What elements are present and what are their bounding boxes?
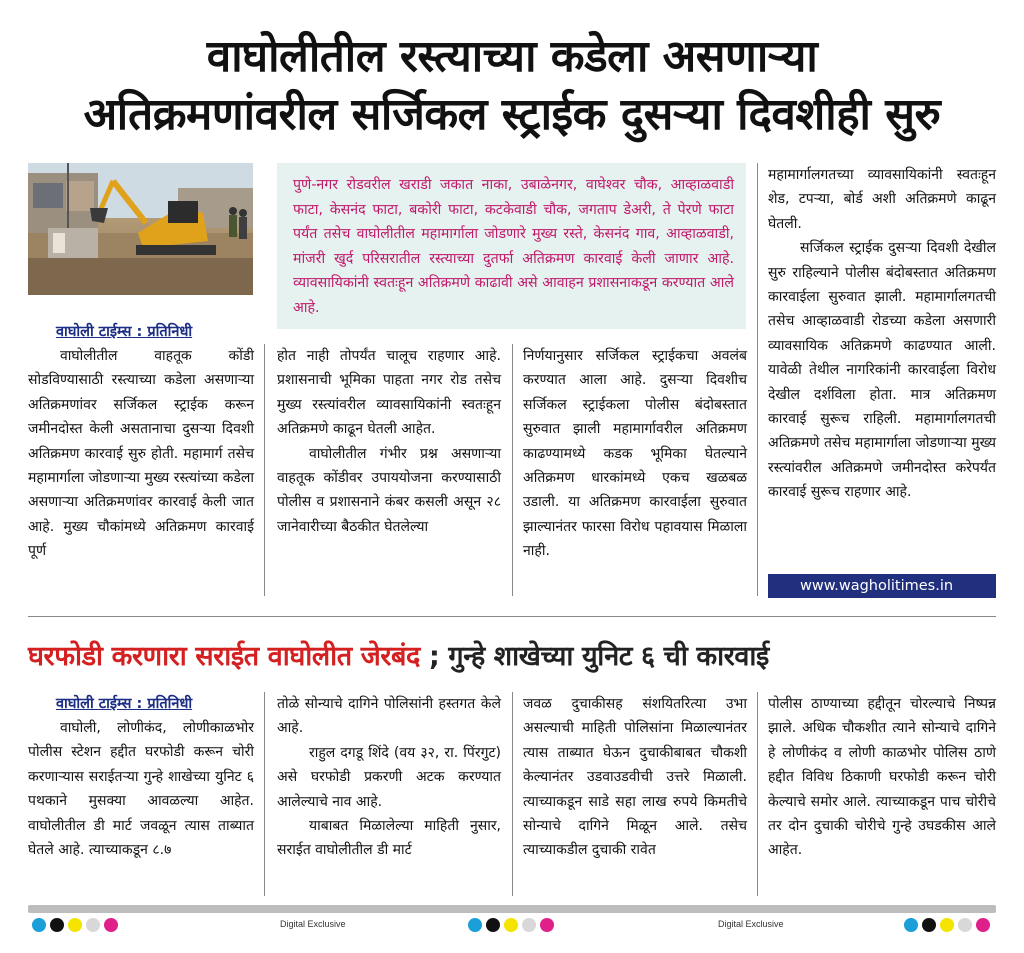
story1-col3-text: निर्णयानुसार सर्जिकल स्ट्राईकचा अवलंब करण्यात आला आहे. दुसऱ्या दिवशीच सर्जिकल स्ट्राईकला पोलीस बंदोबस्तात सुरुवात झाली महामार्गावरील अतिक्रमण काढण्यामध्ये कडक भूमिका घेतल्याने अतिक्रमण धारकांमध्ये एकच खळबळ उडाली. या अतिक्रमण कारवाईला सुरुवात झाल्यानंतर फारसा विरोध पहावयास मिळाला नाही. xyxy=(523,348,747,560)
column-divider xyxy=(264,692,265,896)
story1-col4-para2: सर्जिकल स्ट्राईक दुसऱ्या दिवशी देखील सुरु राहिल्याने पोलीस बंदोबस्तात अतिक्रमण कारवाईला सुरुवात झाली. महामार्गालगतची तसेच आव्हाळवाडी रोडच्या कडेला असणारी व्यावसायिक अतिक्रमणे काढण्यात आली. यावेळी तेथील नागरिकांनी कारवाईला विरोध देखील दर्शविला होता. मात्र अतिक्रमण कारवाई सुरूच राहिली. महामार्गालगतची अतिक्रमणे तसेच महामार्गाला जोडणाऱ्या मुख्य रस्त्यांवरील अतिक्रमणे जमीनदोस्त करेपर्यंत कारवाई सुरूच राहणार आहे. xyxy=(768,240,996,501)
story2-column-4 xyxy=(768,692,996,863)
magenta-dot-icon xyxy=(976,918,990,932)
bulldozer-demolition-photo xyxy=(28,163,253,295)
highlight-callout xyxy=(277,163,746,329)
story2-column-1 xyxy=(28,692,254,862)
cyan-dot-icon xyxy=(468,918,482,932)
story1-col1-text: वाघोलीतील वाहतूक कोंडी सोडविण्यासाठी रस्त्याच्या कडेला असणाऱ्या अतिक्रमणांवर सर्जिकल स्ट्राईक करून जमीनदोस्त केली असतानाचा दुसऱ्या दिवशी अतिक्रमण कारवाई सुरु होती. महामार्ग तसेच महामार्गाला जोडणाऱ्या मुख्य रस्त्यांच्या कडेला असणाऱ्या अतिक्रमणांवर कारवाई केली जात आहे. मुख्य चौकांमध्ये अतिक्रमण कारवाई पूर्ण xyxy=(28,348,254,560)
column-divider xyxy=(757,163,758,596)
black-dot-icon xyxy=(50,918,64,932)
yellow-dot-icon xyxy=(504,918,518,932)
photo-illustration-icon xyxy=(28,163,253,295)
story2-col1-text: वाघोली, लोणीकंद, लोणीकाळभोर पोलीस स्टेशन हद्दीत घरफोडी करून चोरी करणाऱ्यास सराईतऱ्या गुन्हे शाखेच्या युनिट ६ पथकाने मुसक्या आवळल्या आहेत. वाघोलीतील डी मार्ट जवळून त्यास ताब्यात घेतले आहे. त्याच्याकडून ८.७ xyxy=(28,720,254,859)
story2-col2-para1: तोळे सोन्याचे दागिने पोलिसांनी हस्तगत केले आहे. xyxy=(277,696,501,737)
black-dot-icon xyxy=(486,918,500,932)
story1-byline: वाघोली टाईम्स : प्रतिनिधी xyxy=(56,324,193,340)
story1-column-4 xyxy=(768,163,996,505)
story1-column-3 xyxy=(523,344,747,564)
story2-col4-text: पोलीस ठाण्याच्या हद्दीतून चोरल्याचे निष्पन्न झाले. अधिक चौकशीत त्याने सोन्याचे दागिने हे लोणीकंद व लोणी काळभोर पोलिस ठाणे हद्दीत विविध ठिकाणी घरफोडी करून चोरी केल्याचे समोर आले. त्याच्याकडून पाच चोरीचे तर दोन दुचाकी चोरीचे गुन्हे उघडकीस आले आहेत. xyxy=(768,696,996,859)
headline-bottom-dark: ; गुन्हे शाखेच्या युनिट ६ ची कारवाई xyxy=(420,641,769,672)
magenta-dot-icon xyxy=(540,918,554,932)
story2-col3-text: जवळ दुचाकीसह संशयितरित्या उभा असल्याची माहिती पोलिसांना मिळाल्यानंतर त्यास ताब्यात घेऊन दुचाकीबाबत चौकशी केल्यानंतर उडवाउडवीची उत्तरे मिळाली. त्याच्याकडून साडे सहा लाख रुपये किमतीचे सोन्याचे दागिने मिळून आले. तसेच त्याच्याकडील दुचाकी रावेत xyxy=(523,696,747,859)
story1-col2-para2: वाघोलीतील गंभीर प्रश्न असणाऱ्या वाहतूक कोंडीवर उपाययोजना करण्यासाठी पोलीस व प्रशासनाने कंबर कसली असून २८ जानेवारीच्या बैठकीत घेतलेल्या xyxy=(277,445,501,535)
footer-label-right: Digital Exclusive xyxy=(718,919,784,929)
magenta-dot-icon xyxy=(104,918,118,932)
column-divider xyxy=(512,344,513,596)
registration-dots-center xyxy=(468,918,554,932)
registration-dots-right xyxy=(904,918,990,932)
story1-col4-para1: महामार्गालगतच्या व्यावसायिकांनी स्वतःहून शेड, टपऱ्या, बोर्ड अशी अतिक्रमणे काढून घेतली. xyxy=(768,167,996,232)
registration-dots-left xyxy=(32,918,118,932)
grey-dot-icon xyxy=(86,918,100,932)
story2-column-2 xyxy=(277,692,501,863)
website-link[interactable]: www.wagholitimes.in xyxy=(768,574,996,598)
black-dot-icon xyxy=(922,918,936,932)
cyan-dot-icon xyxy=(32,918,46,932)
yellow-dot-icon xyxy=(940,918,954,932)
yellow-dot-icon xyxy=(68,918,82,932)
footer-label-left: Digital Exclusive xyxy=(280,919,346,929)
column-divider xyxy=(512,692,513,896)
headline-bottom-red: घरफोडी करणारा सराईत वाघोलीत जेरबंद xyxy=(28,641,420,672)
column-divider xyxy=(264,344,265,596)
section-divider xyxy=(28,616,996,617)
story2-col2-para3: याबाबत मिळालेल्या माहिती नुसार, सराईत वाघोलीतील डी मार्ट xyxy=(277,818,501,859)
story1-col2-para1: होत नाही तोपर्यंत चालूच राहणार आहे. प्रशासनाची भूमिका पाहता नगर रोड तसेच मुख्य रस्त्यांवरील व्यावसायिकांनी स्वतःहून अतिक्रमणे काढून घेतली आहेत. xyxy=(277,348,501,438)
headline-top xyxy=(10,28,1014,144)
story1-column-2 xyxy=(277,344,501,539)
grey-dot-icon xyxy=(958,918,972,932)
grey-dot-icon xyxy=(522,918,536,932)
headline-top-line1: वाघोलीतील रस्त्याच्या कडेला असणाऱ्या xyxy=(206,31,818,82)
story1-column-1 xyxy=(28,320,254,564)
headline-bottom xyxy=(28,635,1003,679)
story2-col2-para2: राहुल दगडू शिंदे (वय ३२, रा. पिंरगुट) असे घरफोडी प्रकरणी अटक करण्यात आलेल्याचे नाव आहे. xyxy=(277,744,501,810)
footer-bar xyxy=(28,905,996,913)
headline-top-line2: अतिक्रमणांवरील सर्जिकल स्ट्राईक दुसऱ्या दिवशीही सुरु xyxy=(83,89,941,140)
column-divider xyxy=(757,692,758,896)
callout-text: पुणे-नगर रोडवरील खराडी जकात नाका, उबाळेनगर, वाघेश्वर चौक, आव्हाळवाडी फाटा, केसनंद फाटा, बकोरी फाटा, कटकेवाडी चौक, जगताप डेअरी, ते पेरणे फाटा पर्यंत तसेच वाघोलीतील महामार्गाला जोडणारे मुख्य रस्ते, केसनंद गाव, आव्हाळवाडी, मांजरी खुर्द परिसरातील रस्त्याच्या दुतर्फा अतिक्रमण कारवाई केली जाणार आहे. व्यावसायिकांनी स्वतःहून अतिक्रमणे काढावी असे आवाहन प्रशासनाकडून करण्यात आले आहे. xyxy=(293,177,734,316)
story2-byline: वाघोली टाईम्स : प्रतिनिधी xyxy=(56,696,193,712)
story2-column-3 xyxy=(523,692,747,863)
cyan-dot-icon xyxy=(904,918,918,932)
